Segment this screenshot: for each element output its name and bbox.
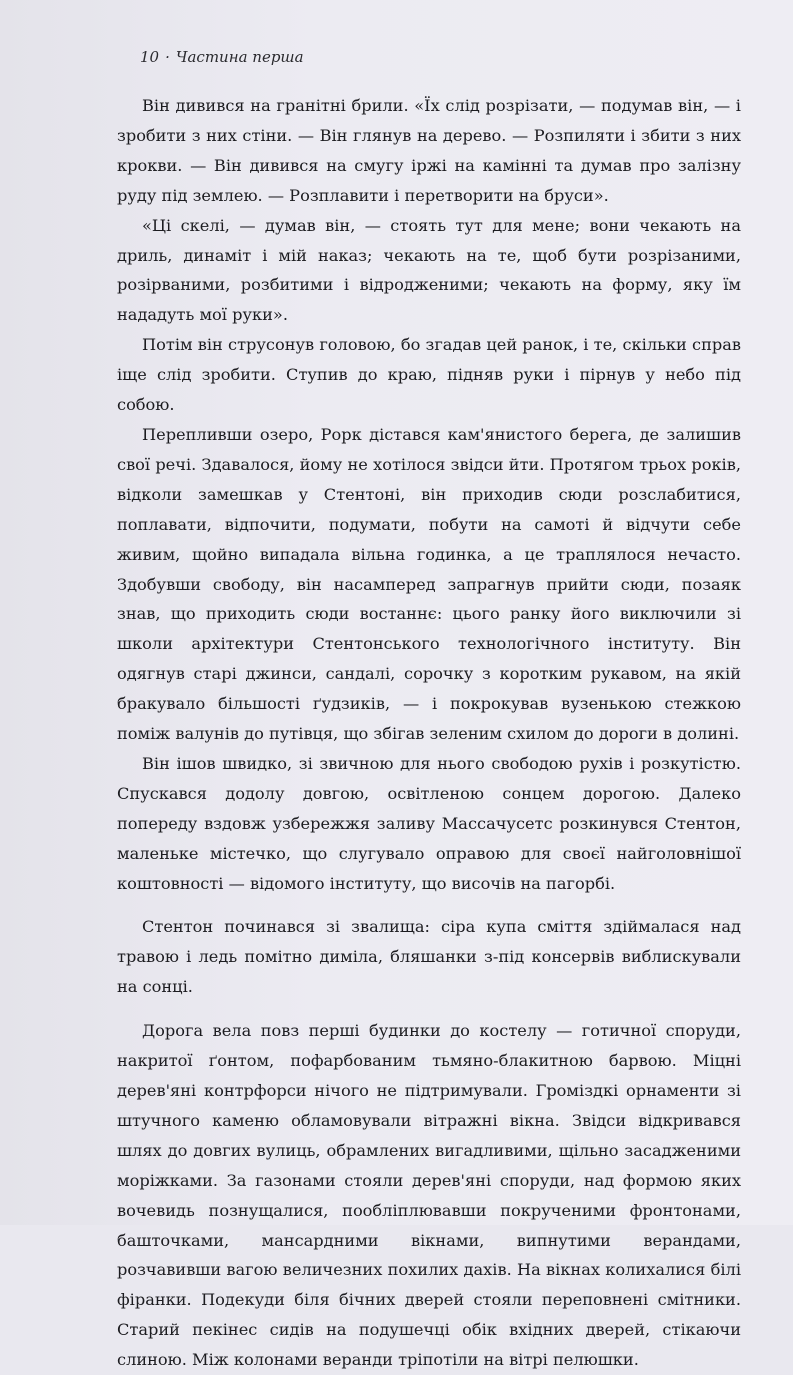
paragraph: Він дивився на гранітні брили. «Їх слід розрізати, — подумав він, — і зробити з них стіни. — Він глянув на дерево. — Розпиляти і збити з них крокви. — Він дивився на смугу іржі на камінні та думав про залізну руду під землею. — Розплавити і перетворити на бруси».	[117, 96, 741, 205]
paragraph: «Ці скелі, — думав він, — стоять тут для мене; вони чекають на дриль, динаміт і мій наказ; чекають на те, щоб бути розрізаними, розірваними, розбитими і відродженими; чекають на форму, яку їм нададуть мої руки».	[117, 215, 741, 325]
body-text	[117, 91, 741, 1375]
page-number: 10	[140, 48, 160, 66]
paragraph: Він ішов швидко, зі звичною для нього свободою рухів і розкутістю. Спускався додолу довгою, освітленою сонцем дорогою. Далеко попереду вздовж узбережжя заливу Массачусетс розкинувся Стентон, маленьке містечко, що слугувало оправою для своєї найголовнішої коштовності — відомого інституту, що височів на пагорбі.	[117, 753, 741, 893]
paragraph: Стентон починався зі звалища: сіра купа сміття здіймалася над травою і ледь помітно диміла, бляшанки з-під консервів виблискували на сонці.	[117, 917, 741, 997]
paragraph: Дорога вела повз перші будинки до костелу — готичної споруди, накритої ґонтом, пофарбованим тьмяно-блакитною барвою. Міцні дерев'яні контрфорси нічого не підтримували. Громіздкі орнаменти зі штучного каменю обламовували вітражні вікна. Звідси відкривався шлях до довгих вулиць, обрамлених вигадливими, щільно засадженими моріжками. За газонами стояли дерев'яні споруди, над формою яких вочевидь познущалися, пообліплювавши покрученими фронтонами, башточками, мансардними вікнами, випнутими верандами, розчавивши вагою величезних похилих дахів. На вікнах колихалися білі фіранки. Подекуди біля бічних дверей стояли переповнені смітники. Старий пекінес сидів на подушечці обік вхідних дверей, стікаючи слиною. Між колонами веранди тріпотіли на вітрі пелюшки.	[117, 1021, 741, 1370]
paragraph: Перепливши озеро, Рорк дістався кам'янистого берега, де залишив свої речі. Здавалося, йому не хотілося звідси йти. Протягом трьох років, відколи замешкав у Стентоні, він приходив сюди розслабитися, поплавати, відпочити, подумати, побути на самоті й відчути себе живим, щойно випадала вільна годинка, а це траплялося нечасто. Здобувши свободу, він насамперед запрагнув прийти сюди, позаяк знав, що приходить сюди востаннє: цього ранку його виключили зі школи архітектури Стентонського технологічного інституту. Він одягнув старі джинси, сандалі, сорочку з коротким рукавом, на якій бракувало більшості ґудзиків, — і покрокував вузенькою стежкою поміж валунів до путівця, що збігав зеленим схилом до дороги в долині.	[117, 424, 741, 744]
paragraph: Потім він струсонув головою, бо згадав цей ранок, і те, скільки справ іще слід зробити. Ступив до краю, підняв руки і пірнув у небо під собою.	[117, 335, 741, 415]
section-title: Частина перша	[175, 48, 304, 66]
header-separator: ·	[165, 48, 170, 66]
running-header	[140, 48, 304, 66]
